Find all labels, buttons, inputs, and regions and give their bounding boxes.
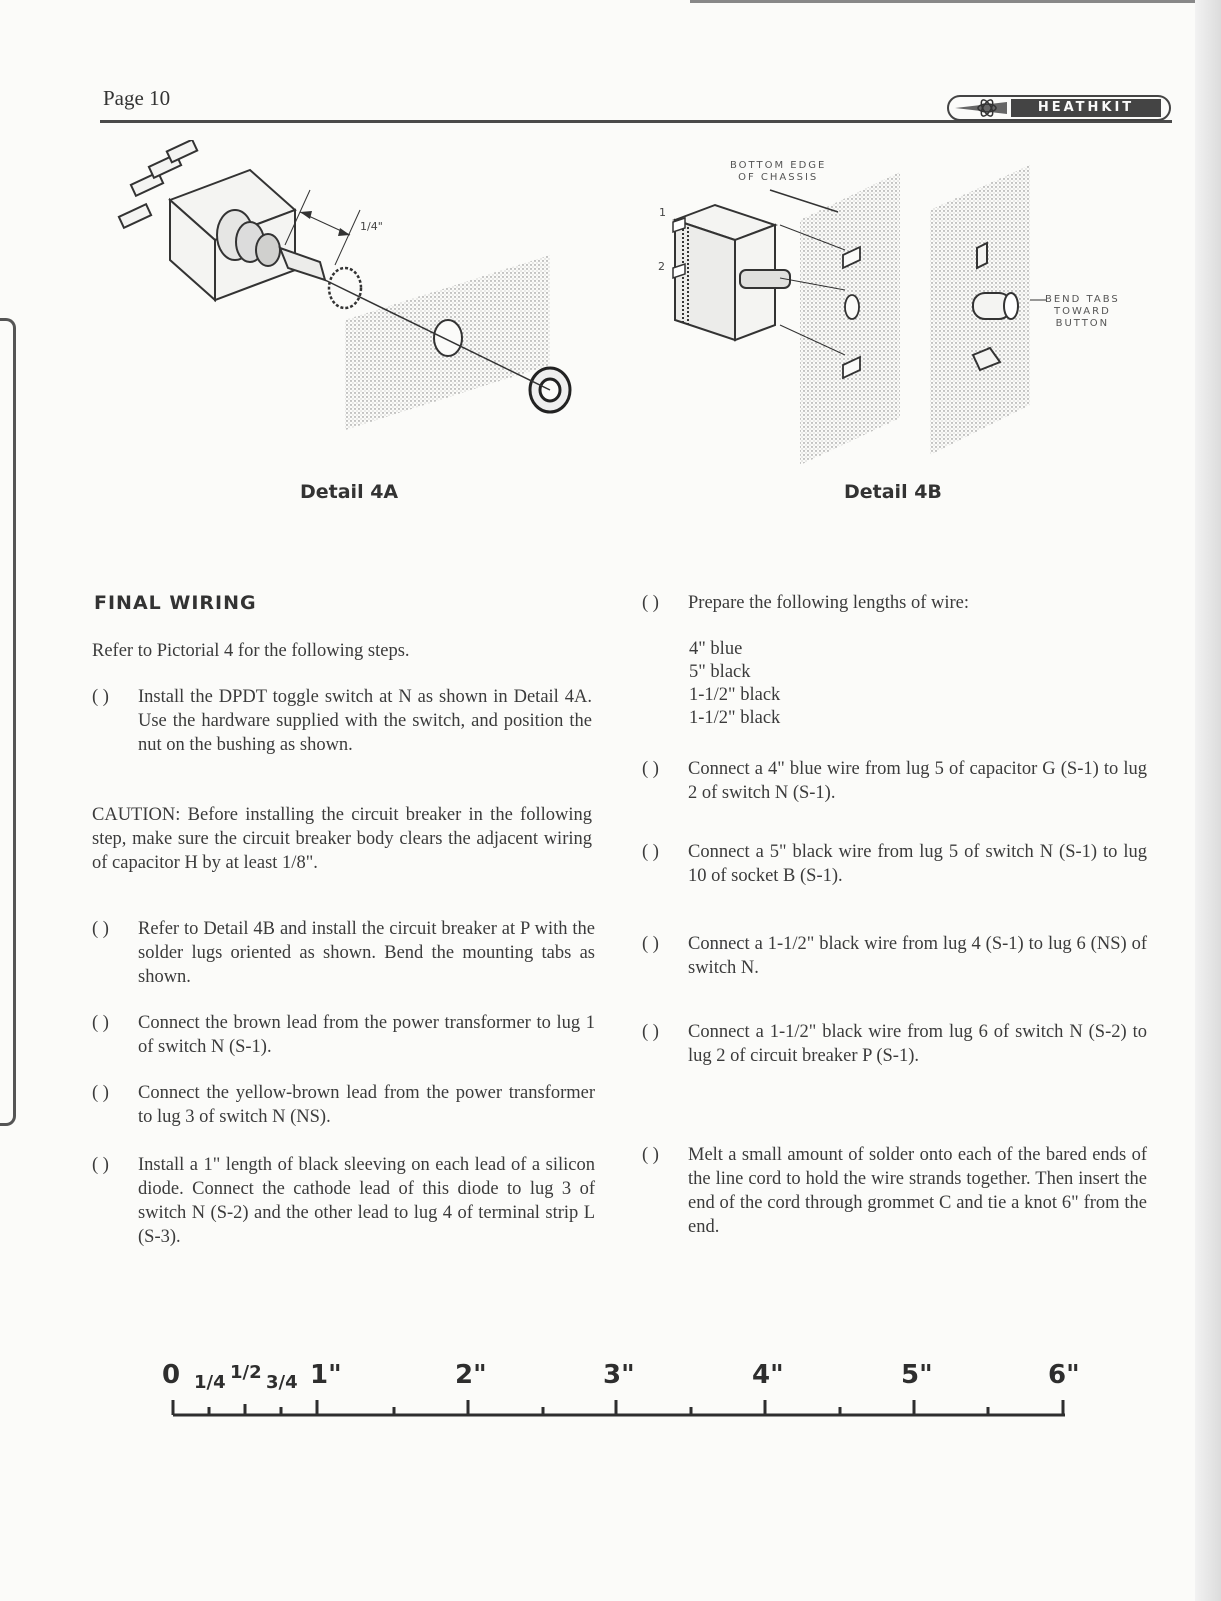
checkbox[interactable]: ( )	[642, 934, 659, 954]
step-item	[642, 1020, 1147, 1068]
ruler-label-1in: 1"	[310, 1360, 342, 1390]
checkbox[interactable]: ( )	[92, 1155, 109, 1175]
step-item	[642, 591, 1152, 615]
lug-2-label: 2	[658, 260, 665, 273]
checkbox[interactable]: ( )	[92, 1013, 109, 1033]
step-text: Melt a small amount of solder onto each of the bared ends of the line cord to hold the wire strands together. Then insert the end of the cord through grommet C and tie a knot 6" from the end.	[688, 1145, 1147, 1237]
step-text: Install the DPDT toggle switch at N as shown in Detail 4A. Use the hardware supplied with the switch, and position the nut on the bushing as shown.	[138, 687, 592, 755]
logo-wordmark: HEATHKIT	[1011, 99, 1161, 117]
step-text: Prepare the following lengths of wire:	[688, 593, 970, 613]
step-text: Connect a 1-1/2" black wire from lug 4 (S-1) to lug 6 (NS) of switch N.	[688, 934, 1147, 978]
detail-4a-illustration	[110, 140, 590, 460]
lug-1-label: 1	[659, 206, 666, 219]
wire-item: 5" black	[689, 662, 751, 682]
callout-line: BUTTON	[1055, 318, 1110, 329]
callout-line: BEND TABS	[1045, 294, 1120, 305]
checkbox[interactable]: ( )	[92, 1083, 109, 1103]
step-text: Install a 1" length of black sleeving on each lead of a silicon diode. Connect the cathode lead of this diode to lug 3 of switch N (S-2) and the other lead to lug 4 of terminal strip L (S-3).	[138, 1155, 595, 1247]
ruler-label-three-quarter: 3/4	[266, 1372, 298, 1393]
detail-4b-caption: Detail 4B	[844, 481, 942, 503]
checkbox[interactable]: ( )	[92, 919, 109, 939]
step-item	[642, 1143, 1147, 1239]
dimension-label: 1/4"	[360, 220, 383, 233]
wire-list	[689, 638, 780, 730]
ruler-label-quarter: 1/4	[194, 1372, 226, 1393]
ruler-label-2in: 2"	[455, 1360, 487, 1390]
section-heading: FINAL WIRING	[94, 592, 257, 614]
wire-item: 1-1/2" black	[689, 708, 781, 728]
step-item	[92, 1153, 595, 1249]
detail-4a-caption: Detail 4A	[300, 481, 399, 503]
step-text: Connect the yellow-brown lead from the power transformer to lug 3 of switch N (NS).	[138, 1083, 595, 1127]
step-item	[642, 840, 1147, 888]
step-text: Refer to Detail 4B and install the circuit breaker at P with the solder lugs oriented as shown. Bend the mounting tabs as shown.	[138, 919, 595, 987]
step-text: Connect a 4" blue wire from lug 5 of capacitor G (S-1) to lug 2 of switch N (S-1).	[688, 759, 1147, 803]
inch-ruler	[160, 1360, 1100, 1440]
ruler-label-5in: 5"	[901, 1360, 933, 1390]
step-item	[92, 917, 595, 989]
callout-bottom-edge	[730, 160, 826, 184]
checkbox[interactable]: ( )	[642, 842, 659, 862]
ruler-label-half: 1/2	[230, 1362, 262, 1383]
wire-item: 1-1/2" black	[689, 685, 781, 705]
scan-top-line	[690, 0, 1220, 3]
ruler-label-4in: 4"	[752, 1360, 784, 1390]
wire-item: 4" blue	[689, 639, 743, 659]
step-text: Connect the brown lead from the power transformer to lug 1 of switch N (S-1).	[138, 1013, 595, 1057]
binder-edge	[0, 318, 16, 1126]
step-text: Connect a 5" black wire from lug 5 of switch N (S-1) to lug 10 of socket B (S-1).	[688, 842, 1147, 886]
ruler-label-zero: 0	[162, 1360, 181, 1390]
step-item	[92, 685, 592, 757]
checkbox[interactable]: ( )	[92, 687, 109, 707]
callout-line: BOTTOM EDGE	[730, 160, 827, 171]
checkbox[interactable]: ( )	[642, 1145, 659, 1165]
step-text: Connect a 1-1/2" black wire from lug 6 of switch N (S-2) to lug 2 of circuit breaker P (S-1).	[688, 1022, 1147, 1066]
heathkit-logo	[947, 94, 1171, 122]
step-item	[642, 932, 1147, 980]
callout-line: TOWARD	[1053, 306, 1111, 317]
step-item	[92, 1081, 595, 1129]
step-item	[642, 757, 1147, 805]
intro-text: Refer to Pictorial 4 for the following steps.	[92, 641, 410, 661]
checkbox[interactable]: ( )	[642, 593, 659, 613]
caution-text: CAUTION: Before installing the circuit breaker in the following step, make sure the circuit breaker body clears the adjacent wiring of capacitor H by at least 1/8".	[92, 805, 592, 873]
callout-bend-tabs	[1045, 294, 1120, 330]
ruler-label-3in: 3"	[603, 1360, 635, 1390]
page-number: Page 10	[103, 86, 171, 110]
step-item	[92, 1011, 595, 1059]
scan-right-edge	[1195, 0, 1221, 1601]
callout-line: OF CHASSIS	[738, 172, 819, 183]
ruler-label-6in: 6"	[1048, 1360, 1080, 1390]
checkbox[interactable]: ( )	[642, 1022, 659, 1042]
checkbox[interactable]: ( )	[642, 759, 659, 779]
